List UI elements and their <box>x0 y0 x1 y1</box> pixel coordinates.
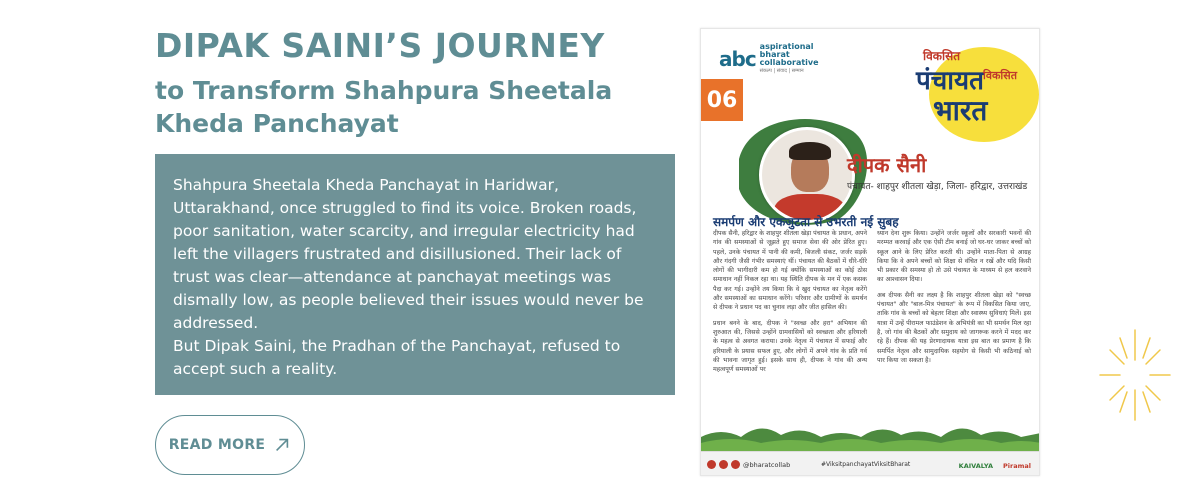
social-icon <box>707 460 716 469</box>
article-column-left <box>713 229 867 380</box>
article-text: अब दीपक सैनी का लक्ष्य है कि शाहपुर शीतला खेड़ा को "स्वच्छ पंचायत" और "बाल-मित्र पंचायत" के रूप में विकसित किया जाए, ताकि गांव के बच्चों को बेहतर शिक्षा और स्वास्थ्य सुविधाएं मिलें। इस यात्रा में उन्हें पीरामल फाउंडेशन के अभियंत्री का भी समर्थन मिल रहा है, जो गांव की बैठकों और समुदाय को जागरूक करने में मदद कर रहे हैं। दीपक की यह प्रेरणादायक यात्रा इस बात का प्रमाण है कि समर्पित नेतृत्व और सामुदायिक सहयोग से किसी भी कठिनाई को पार किया जा सकता है। <box>877 291 1031 364</box>
social-handles <box>707 460 790 469</box>
story-paragraph-2: But Dipak Saini, the Pradhan of the Panchayat, refused to accept such a reality. <box>173 337 621 378</box>
grass-illustration <box>701 407 1040 451</box>
sunburst-decoration <box>1080 300 1190 450</box>
read-more-button[interactable] <box>155 415 305 475</box>
footer-handle: @bharatcollab <box>743 460 791 469</box>
avatar <box>759 127 855 223</box>
person-subline: पंचायत- शाहपुर शीतला खेड़ा, जिला- हरिद्वार, उत्तराखंड <box>847 182 1028 192</box>
logo-line-2: bharat <box>759 50 790 59</box>
social-icon <box>731 460 740 469</box>
campaign-title-3: विकसित <box>983 69 1017 82</box>
article-text: प्रधान बनने के बाद, दीपक ने "स्वच्छ और हरा" अभियान की शुरुआत की, जिससे उन्होंने ग्रामवासियों को स्वच्छता और हरियाली के महत्व से अवगत कराया। उनके नेतृत्व में पंचायत में सफाई और हरियाली के प्रयास सफल हुए, और लोगों में अपने गांव के प्रति गर्व की भावना जागृत हुई। इसके साथ ही, दीपक ने गांव की अन्य महत्वपूर्ण समस्याओं पर <box>713 319 867 374</box>
arrow-up-right-icon <box>273 436 291 454</box>
read-more-label: READ MORE <box>168 437 266 453</box>
story-paragraph-1: Shahpura Sheetala Kheda Panchayat in Haridwar, Uttarakhand, once struggled to find its voice. Broken roads, poor sanitation, water scarcity, and irregular electricity had left the villagers frustrated and disillusioned. Their lack of trust was clear—attendance at panchayat meetings was dismally low, as people believed their issues would never be addressed. <box>173 176 644 332</box>
logo-line-3: collaborative <box>759 58 819 67</box>
story-box <box>155 154 675 395</box>
campaign-title-1: विकसित <box>923 49 961 63</box>
issue-badge: 06 <box>701 79 743 121</box>
page-subtitle: to Transform Shahpura Sheetala Kheda Panchayat <box>155 76 613 138</box>
article-heading: समर्पण और एकजुटता से उभरती नई सुबह <box>713 215 899 229</box>
partner-logo-kaivalya: KAIVALYA <box>958 462 994 470</box>
logo-mark: abc <box>719 47 756 71</box>
campaign-title-4: भारत <box>933 94 988 127</box>
page-title: DIPAK SAINI’S JOURNEY <box>155 26 605 65</box>
partner-logos <box>959 462 1031 470</box>
partner-logo-piramal: Piramal <box>1003 462 1031 470</box>
footer-hashtags: #ViksitpanchayatViksitBharat <box>821 461 911 468</box>
social-icon <box>719 460 728 469</box>
campaign-title-2: पंचायत <box>916 66 984 96</box>
article-column-right <box>877 229 1031 371</box>
article-text: ध्यान देना शुरू किया। उन्होंने जर्जर स्कूलों और सरकारी भवनों की मरम्मत करवाई और एक ऐसी टीम बनाई जो घर-घर जाकर बच्चों को स्कूल आने के लिए प्रेरित करती थी। उन्होंने माता-पिता से आग्रह किया कि वे अपने बच्चों को शिक्षा से वंचित न रखें और यदि किसी भी प्रकार की समस्या हो तो उसे पंचायत के माध्यम से हल करवाने का आश्वासन दिया। <box>877 230 1031 284</box>
newspaper-card-image <box>700 28 1040 476</box>
logo-line-1: aspirational <box>759 42 814 51</box>
abc-logo <box>719 43 819 75</box>
article-text: दीपक सैनी, हरिद्वार के शाहपुर शीतला खेड़ा पंचायत के प्रधान, अपने गांव की समस्याओं से जूझते हुए समाज सेवा की ओर प्रेरित हुए। पहले, उनके पंचायत में पानी की कमी, बिजली संकट, जर्जर सड़कें और गंदगी जैसी गंभीर समस्याएं थीं। पंचायत की बैठकों में धीरे-धीरे लोगों की भागीदारी कम हो गई क्योंकि समस्याओं का कोई ठोस समाधान नहीं निकल रहा था। यह स्थिति दीपक के मन में एक कसक पैदा कर गई। उन्होंने तय किया कि वे खुद पंचायत का नेतृत्व करेंगे और समस्याओं का समाधान करेंगे। परिवार और ग्रामीणों के समर्थन से दीपक ने प्रधान पद का चुनाव लड़ा और जीत हासिल की। <box>713 230 867 312</box>
logo-tagline: संकल्प | संवाद | सम्मान <box>759 68 804 74</box>
person-name: दीपक सैनी <box>847 153 927 177</box>
